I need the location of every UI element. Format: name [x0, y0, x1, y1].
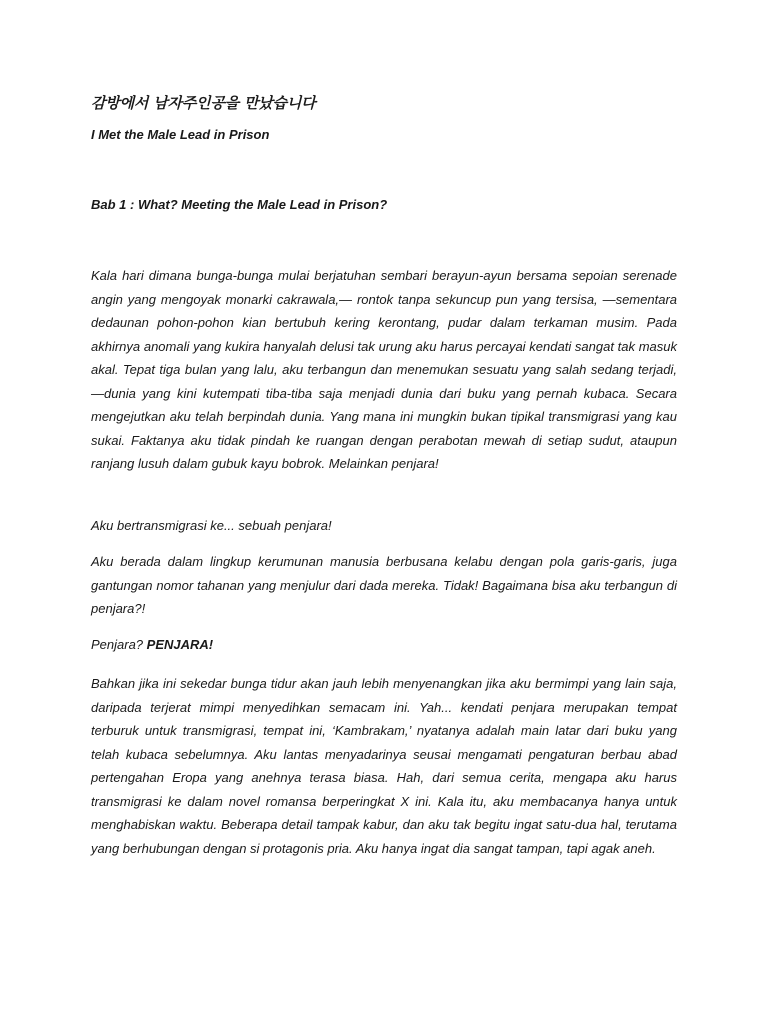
paragraph-prison-exclaim — [91, 633, 677, 657]
prison-emphasis: PENJARA! — [146, 637, 214, 652]
paragraph-crowd: Aku berada dalam lingkup kerumunan manusia berbusana kelabu dengan pola garis-garis, juga gantungan nomor tahanan yang menjulur dari dada mereka. Tidak! Bagaimana bisa aku terbangun di penjara?! — [91, 554, 677, 616]
english-title: I Met the Male Lead in Prison — [91, 127, 270, 142]
paragraph-transmigration: Aku bertransmigrasi ke... sebuah penjara! — [91, 518, 332, 533]
paragraph-dream: Bahkan jika ini sekedar bunga tidur akan jauh lebih menyenangkan jika aku bermimpi yang lain saja, daripada terjerat mimpi menyedihkan semacam ini. Yah... kendati penjara merupakan tempat terburuk untuk transmigrasi, tempat ini, ‘Kambrakam,’ nyatanya adalah main latar dari buku yang telah kubaca sebelumnya. Aku lantas menyadarinya seusai mengamati pengaturan berbau abad pertengahan Eropa yang anehnya terasa biasa. Hah, dari semua cerita, mengapa aku harus transmigrasi ke dalam novel romansa berperingkat X ini. Kala itu, aku membacanya hanya untuk menghabiskan waktu. Beberapa detail tampak kabur, dan aku tak begitu ingat satu-dua hal, terutama yang berhubungan dengan si protagonis pria. Aku hanya ingat dia sangat tampan, tapi agak aneh. — [91, 676, 677, 856]
paragraph-opening: Kala hari dimana bunga-bunga mulai berjatuhan sembari berayun-ayun bersama sepoian serenade angin yang mengoyak monarki cakrawala,— rontok tanpa sekuncup pun yang tersisa, —sementara dedaunan pohon-pohon kian bertubuh kering kerontang, pudar dalam terkaman musim. Pada akhirnya anomali yang kukira hanyalah delusi tak urung aku harus percayai kendati sangat tak masuk akal. Tepat tiga bulan yang lalu, aku terbangun dan menemukan sesuatu yang salah sedang terjadi,—dunia yang kini kutempati tiba-tiba saja menjadi dunia dari buku yang pernah kubaca. Secara mengejutkan aku telah berpindah dunia. Yang mana ini mungkin bukan tipikal transmigrasi yang kau sukai. Faktanya aku tidak pindah ke ruangan dengan perabotan mewah di setiap sudut, ataupun ranjang lusuh dalam gubuk kayu bobrok. Melainkan penjara! — [91, 268, 677, 471]
chapter-title: Bab 1 : What? Meeting the Male Lead in Prison? — [91, 197, 388, 212]
prison-question: Penjara? — [91, 637, 147, 652]
korean-title: 감방에서 남자주인공을 만났습니다 — [91, 94, 316, 112]
